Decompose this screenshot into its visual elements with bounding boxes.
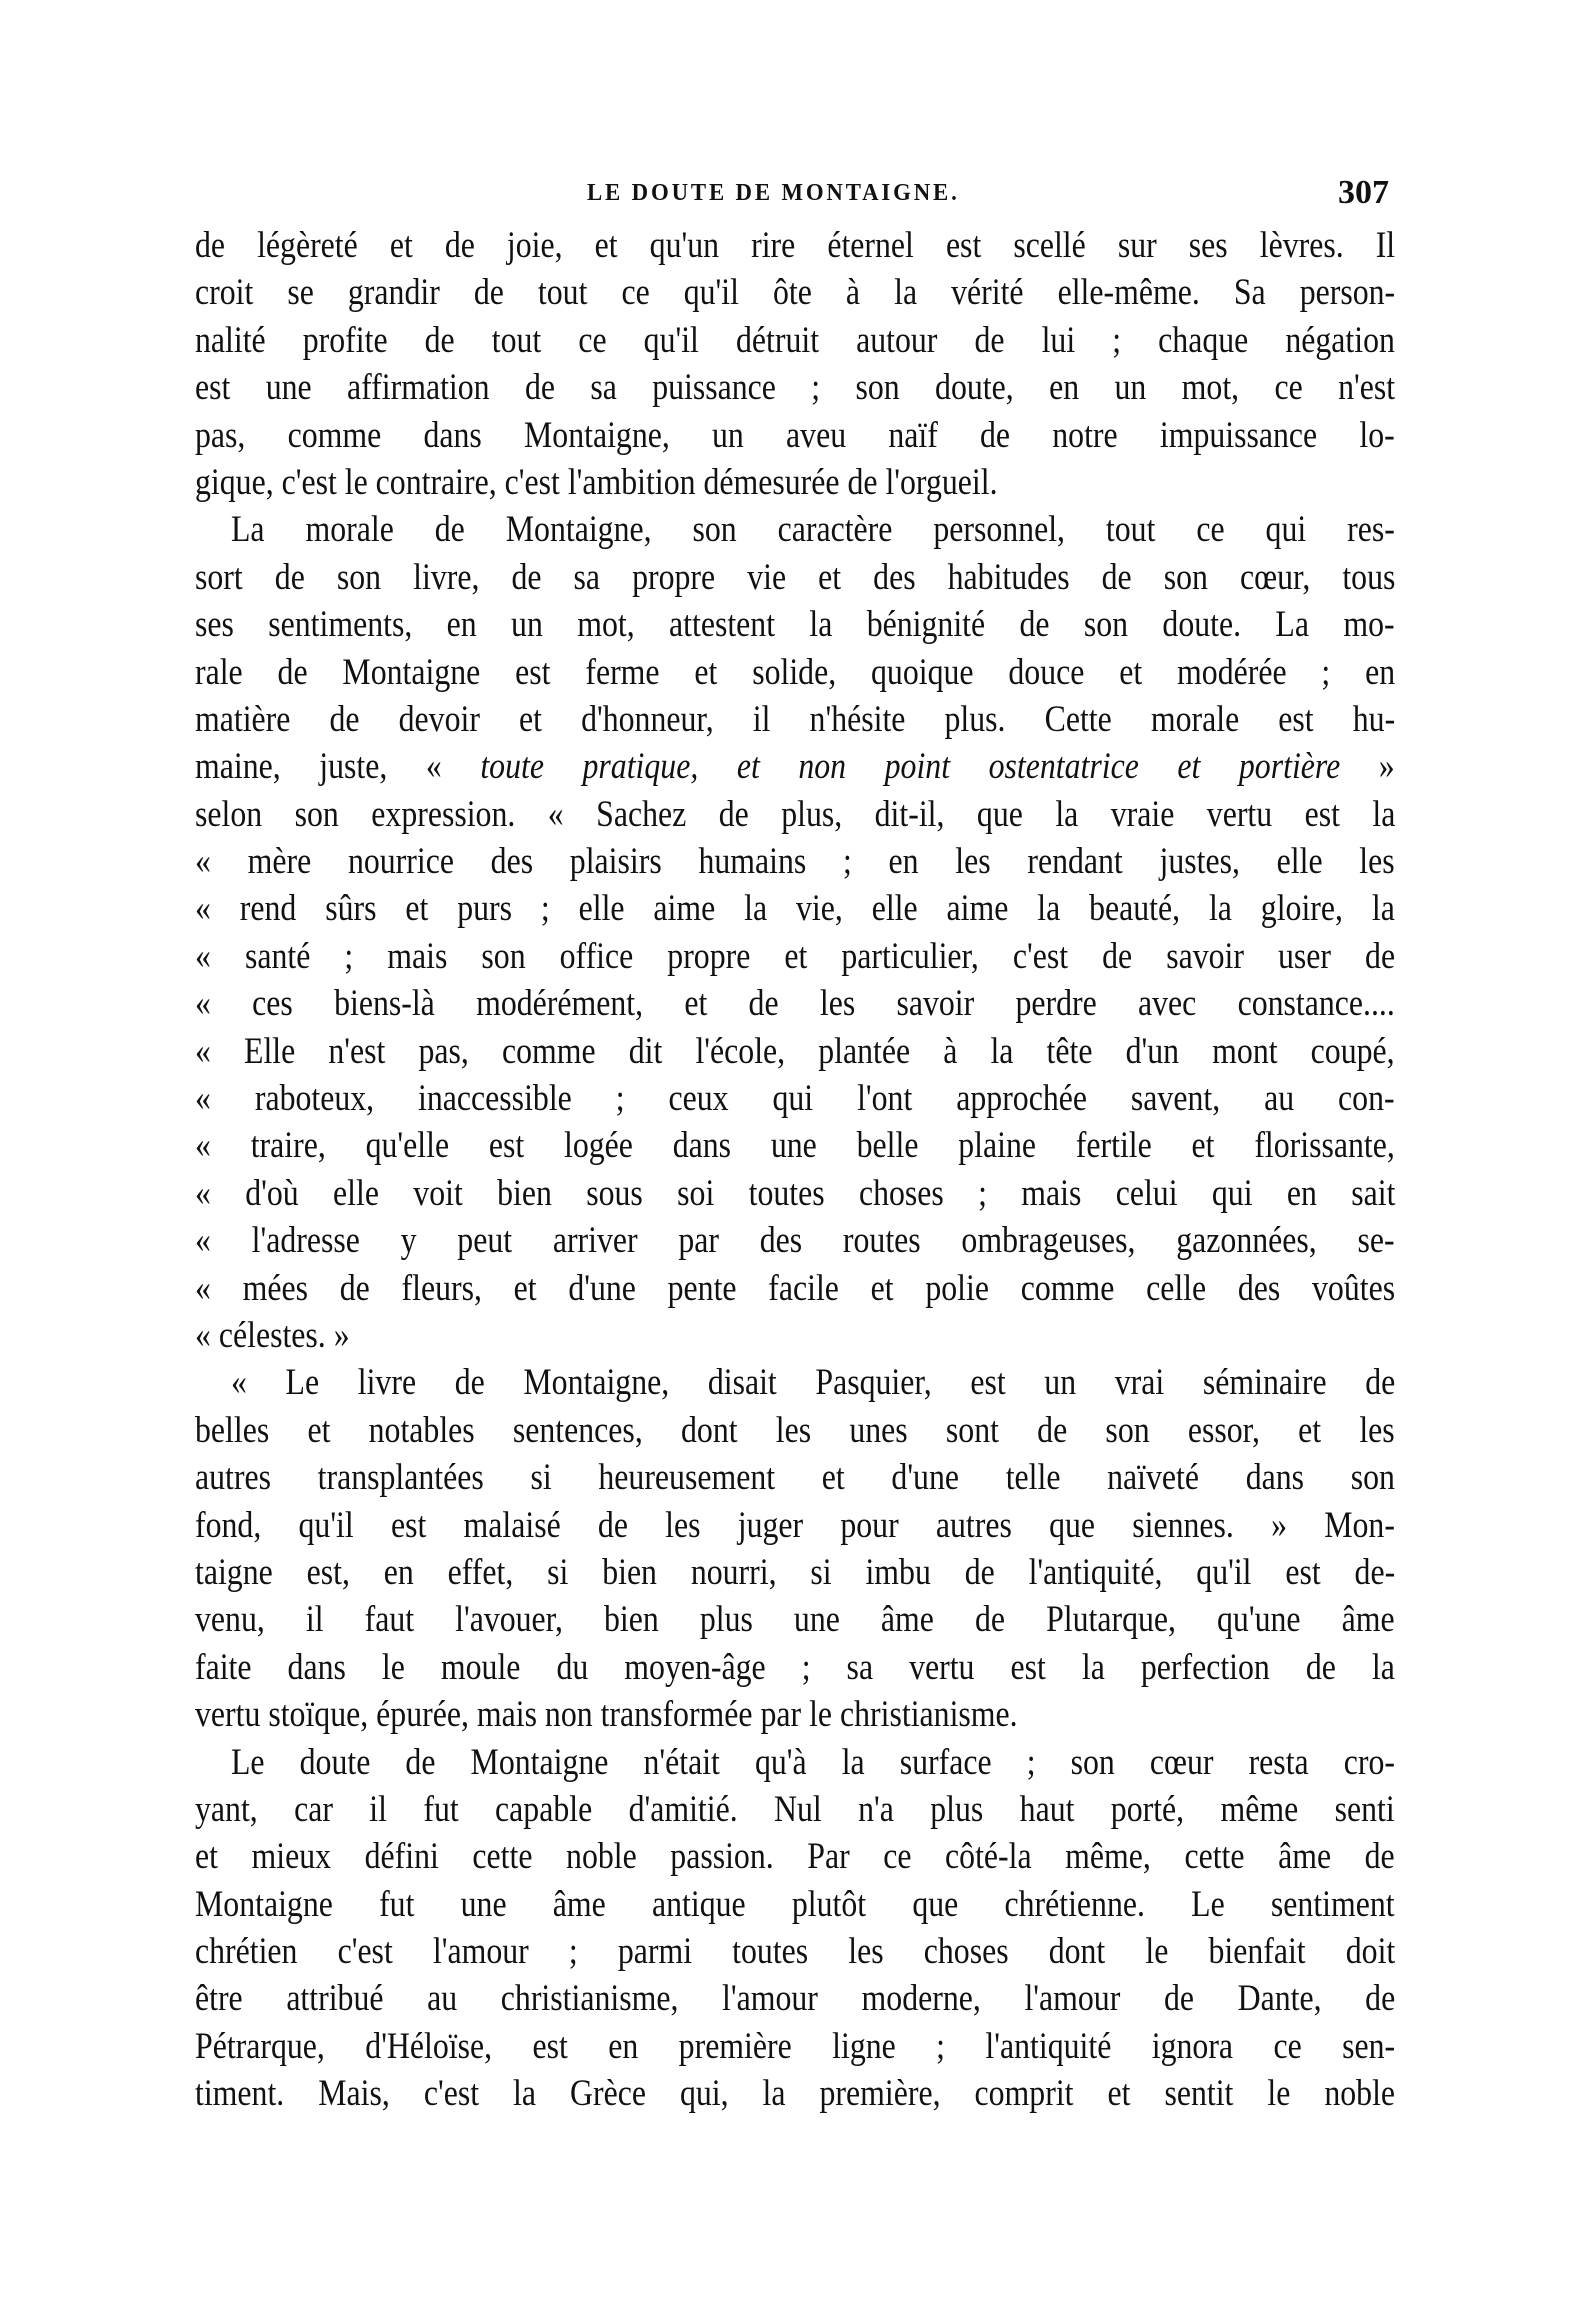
text-line: rale de Montaigne est ferme et solide, quoique douce et modérée ; en <box>195 651 1396 693</box>
text-line: et mieux défini cette noble passion. Par ce côté-la même, cette âme de <box>195 1836 1395 1878</box>
text-line: selon son expression. « Sachez de plus, dit-il, que la vraie vertu est la <box>195 793 1396 835</box>
quote-line: « rend sûrs et purs ; elle aime la vie, elle aime la beauté, la gloire, la <box>195 888 1395 930</box>
quote-line: « raboteux, inaccessible ; ceux qui l'ont approchée savent, au con- <box>195 1078 1395 1120</box>
text-line: chrétien c'est l'amour ; parmi toutes les choses dont le bienfait doit <box>195 1931 1396 1973</box>
paragraph-start-line: « Le livre de Montaigne, disait Pasquier, est un vrai séminaire de <box>231 1362 1396 1404</box>
text-line: belles et notables sentences, dont les unes sont de son essor, et les <box>195 1409 1395 1451</box>
text-line: pas, comme dans Montaigne, un aveu naïf de notre impuissance lo- <box>195 414 1395 456</box>
text-line: taigne est, en effet, si bien nourri, si imbu de l'antiquité, qu'il est de- <box>195 1551 1396 1593</box>
paragraph-end-line: vertu stoïque, épurée, mais non transformée par le christianisme. <box>195 1694 1018 1736</box>
text-line: Pétrarque, d'Héloïse, est en première ligne ; l'antiquité ignora ce sen- <box>195 2025 1396 2067</box>
text-line: croit se grandir de tout ce qu'il ôte à la vérité elle-même. Sa person- <box>195 272 1396 314</box>
text-line: matière de devoir et d'honneur, il n'hésite plus. Cette morale est hu- <box>195 698 1396 740</box>
text-line: sort de son livre, de sa propre vie et des habitudes de son cœur, tous <box>195 556 1396 598</box>
body-text <box>195 222 1395 2118</box>
text-line: venu, il faut l'avouer, bien plus une âme de Plutarque, qu'une âme <box>195 1599 1395 1641</box>
text-line: fond, qu'il est malaisé de les juger pour autres que siennes. » Mon- <box>195 1504 1395 1546</box>
text-line: Montaigne fut une âme antique plutôt que chrétienne. Le sentiment <box>195 1883 1395 1925</box>
text-line: faite dans le moule du moyen-âge ; sa vertu est la perfection de la <box>195 1646 1395 1688</box>
running-title: LE DOUTE DE MONTAIGNE. <box>587 180 960 206</box>
text-line: autres transplantées si heureusement et d'une telle naïveté dans son <box>195 1457 1395 1499</box>
paragraph-start-line: Le doute de Montaigne n'était qu'à la surface ; son cœur resta cro- <box>231 1741 1395 1783</box>
text-line: de légèreté et de joie, et qu'un rire éternel est scellé sur ses lèvres. Il <box>195 225 1396 266</box>
quote-line: « traire, qu'elle est logée dans une belle plaine fertile et florissante, <box>195 1125 1395 1167</box>
quote-line: « l'adresse y peut arriver par des routes ombrageuses, gazonnées, se- <box>195 1220 1395 1262</box>
text-line: nalité profite de tout ce qu'il détruit autour de lui ; chaque négation <box>195 319 1395 361</box>
quote-line: « Elle n'est pas, comme dit l'école, plantée à la tête d'un mont coupé, <box>195 1030 1395 1072</box>
running-head <box>195 174 1395 220</box>
quote-line: « mère nourrice des plaisirs humains ; en les rendant justes, elle les <box>195 841 1395 883</box>
paragraph-end-line: « célestes. » <box>195 1314 350 1356</box>
text-line-with-italic-quote: maine, juste, « toute pratique, et non point ostentatrice et portière » <box>195 746 1395 788</box>
paragraph-start-line: La morale de Montaigne, son caractère personnel, tout ce qui res- <box>231 509 1395 551</box>
paragraph-end-line: gique, c'est le contraire, c'est l'ambition démesurée de l'orgueil. <box>195 461 998 503</box>
text-line: yant, car il fut capable d'amitié. Nul n'a plus haut porté, même senti <box>195 1788 1395 1830</box>
quote-line: « ces biens-là modérément, et de les savoir perdre avec constance.... <box>195 983 1395 1025</box>
text-line: être attribué au christianisme, l'amour moderne, l'amour de Dante, de <box>195 1978 1396 2020</box>
italic-quote: toute pratique, et non point ostentatrice et portière <box>480 746 1341 788</box>
page-number: 307 <box>1338 174 1389 211</box>
text-line: est une affirmation de sa puissance ; son doute, en un mot, ce n'est <box>195 367 1396 409</box>
quote-line: « d'où elle voit bien sous soi toutes choses ; mais celui qui en sait <box>195 1172 1396 1214</box>
quote-line: « santé ; mais son office propre et particulier, c'est de savoir user de <box>195 935 1396 977</box>
quote-line: « mées de fleurs, et d'une pente facile et polie comme celle des voûtes <box>195 1267 1396 1309</box>
text-line: ses sentiments, en un mot, attestent la bénignité de son doute. La mo- <box>195 604 1395 646</box>
text-line: timent. Mais, c'est la Grèce qui, la première, comprit et sentit le noble <box>195 2073 1396 2115</box>
